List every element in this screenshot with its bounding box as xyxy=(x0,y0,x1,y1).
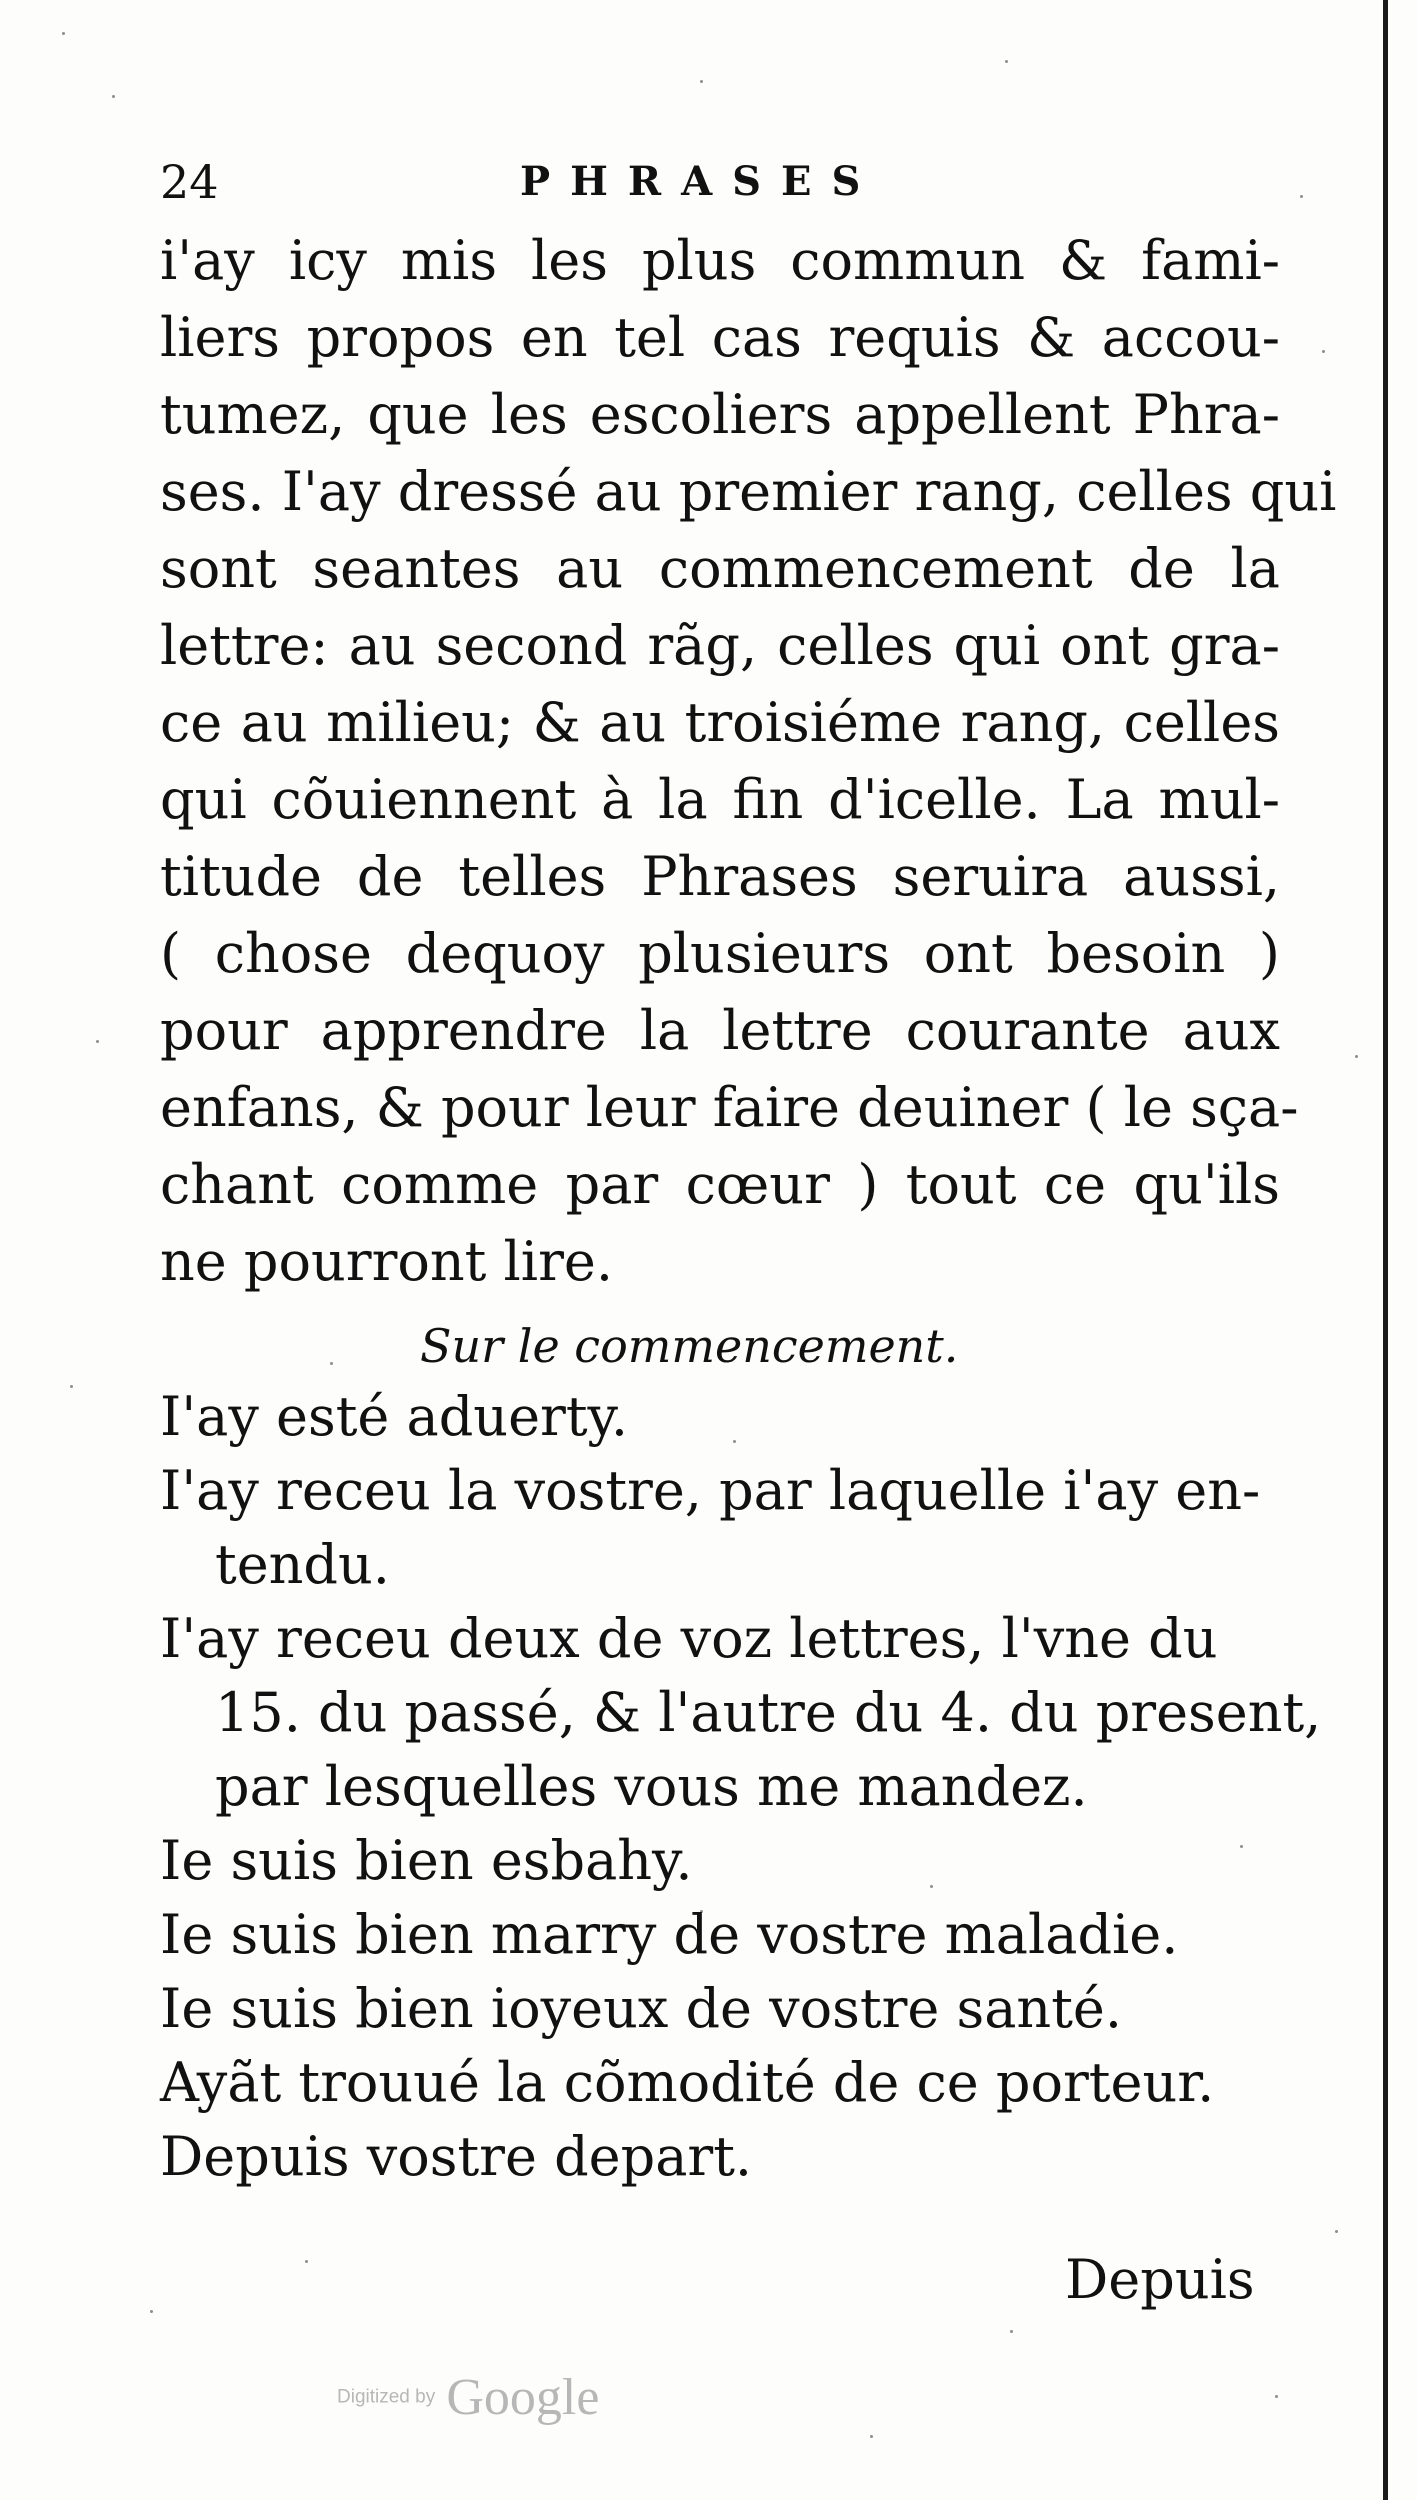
text-line: i'ay icy mis les plus commun & fami- xyxy=(160,229,1280,292)
text-line: liers propos en tel cas requis & accou- xyxy=(160,306,1280,369)
text-line: ( chose dequoy plusieurs ont besoin ) xyxy=(160,922,1280,985)
phrase-line: Ie suis bien marry de vostre maladie. xyxy=(160,1903,1179,1966)
ink-speck xyxy=(96,1040,99,1043)
phrase-line: Ayãt trouué la cõmodité de ce porteur. xyxy=(160,2051,1215,2114)
phrase-line: par lesquelles vous me mandez. xyxy=(215,1755,1088,1818)
phrase-line: 15. du passé, & l'autre du 4. du present, xyxy=(215,1681,1322,1744)
text-line: ce au milieu; & au troisiéme rang, celles xyxy=(160,691,1280,754)
ink-speck xyxy=(305,2260,308,2263)
digitizer-watermark xyxy=(337,2368,599,2427)
phrase-line: tendu. xyxy=(215,1533,390,1596)
phrase-line: Ie suis bien ioyeux de vostre santé. xyxy=(160,1977,1123,2040)
ink-speck xyxy=(330,1362,333,1365)
page-number: 24 xyxy=(160,155,219,209)
digitizer-prefix: Digitized by xyxy=(337,2386,436,2408)
text-line: titude de telles Phrases seruira aussi, xyxy=(160,845,1280,908)
ink-speck xyxy=(70,1385,73,1388)
ink-speck xyxy=(700,80,703,83)
phrase-line: I'ay receu deux de voz lettres, l'vne du xyxy=(160,1607,1218,1670)
text-line: sont seantes au commencement de la xyxy=(160,537,1280,600)
phrase-line: I'ay receu la vostre, par laquelle i'ay en- xyxy=(160,1459,1261,1522)
text-line: pour apprendre la lettre courante aux xyxy=(160,999,1280,1062)
text-line: tumez, que les escoliers appellent Phra- xyxy=(160,383,1280,446)
phrase-line: Ie suis bien esbahy. xyxy=(160,1829,693,1892)
ink-speck xyxy=(1275,2395,1278,2398)
text-line: ses. I'ay dressé au premier rang, celles qui xyxy=(160,460,1337,523)
page-edge-rule xyxy=(1383,0,1388,2500)
body-paragraph xyxy=(160,222,1337,1300)
section-heading: Sur le commencement. xyxy=(420,1319,959,1373)
phrase-line: Depuis vostre depart. xyxy=(160,2125,753,2188)
text-line: enfans, & pour leur faire deuiner ( le sça- xyxy=(160,1076,1299,1139)
page-header xyxy=(160,152,1280,212)
catchword: Depuis xyxy=(1065,2248,1255,2311)
phrase-line: I'ay esté aduerty. xyxy=(160,1385,629,1448)
ink-speck xyxy=(112,95,115,98)
text-line: chant comme par cœur ) tout ce qu'ils xyxy=(160,1153,1280,1216)
digitizer-brand: Google xyxy=(446,2369,600,2426)
ink-speck xyxy=(1010,2330,1013,2333)
phrase-list xyxy=(160,1380,1322,2194)
text-line: qui cõuiennent à la fin d'icelle. La mul- xyxy=(160,768,1280,831)
text-line: lettre: au second rãg, celles qui ont gra- xyxy=(160,614,1280,677)
ink-speck xyxy=(62,32,65,35)
ink-speck xyxy=(1322,350,1325,353)
ink-speck xyxy=(1005,60,1008,63)
running-title: PHRASES xyxy=(520,158,881,205)
ink-speck xyxy=(1300,195,1303,198)
ink-speck xyxy=(1355,1055,1358,1058)
ink-speck xyxy=(150,2310,153,2313)
text-line: ne pourront lire. xyxy=(160,1230,614,1293)
ink-speck xyxy=(1335,2230,1338,2233)
ink-speck xyxy=(870,2435,873,2438)
